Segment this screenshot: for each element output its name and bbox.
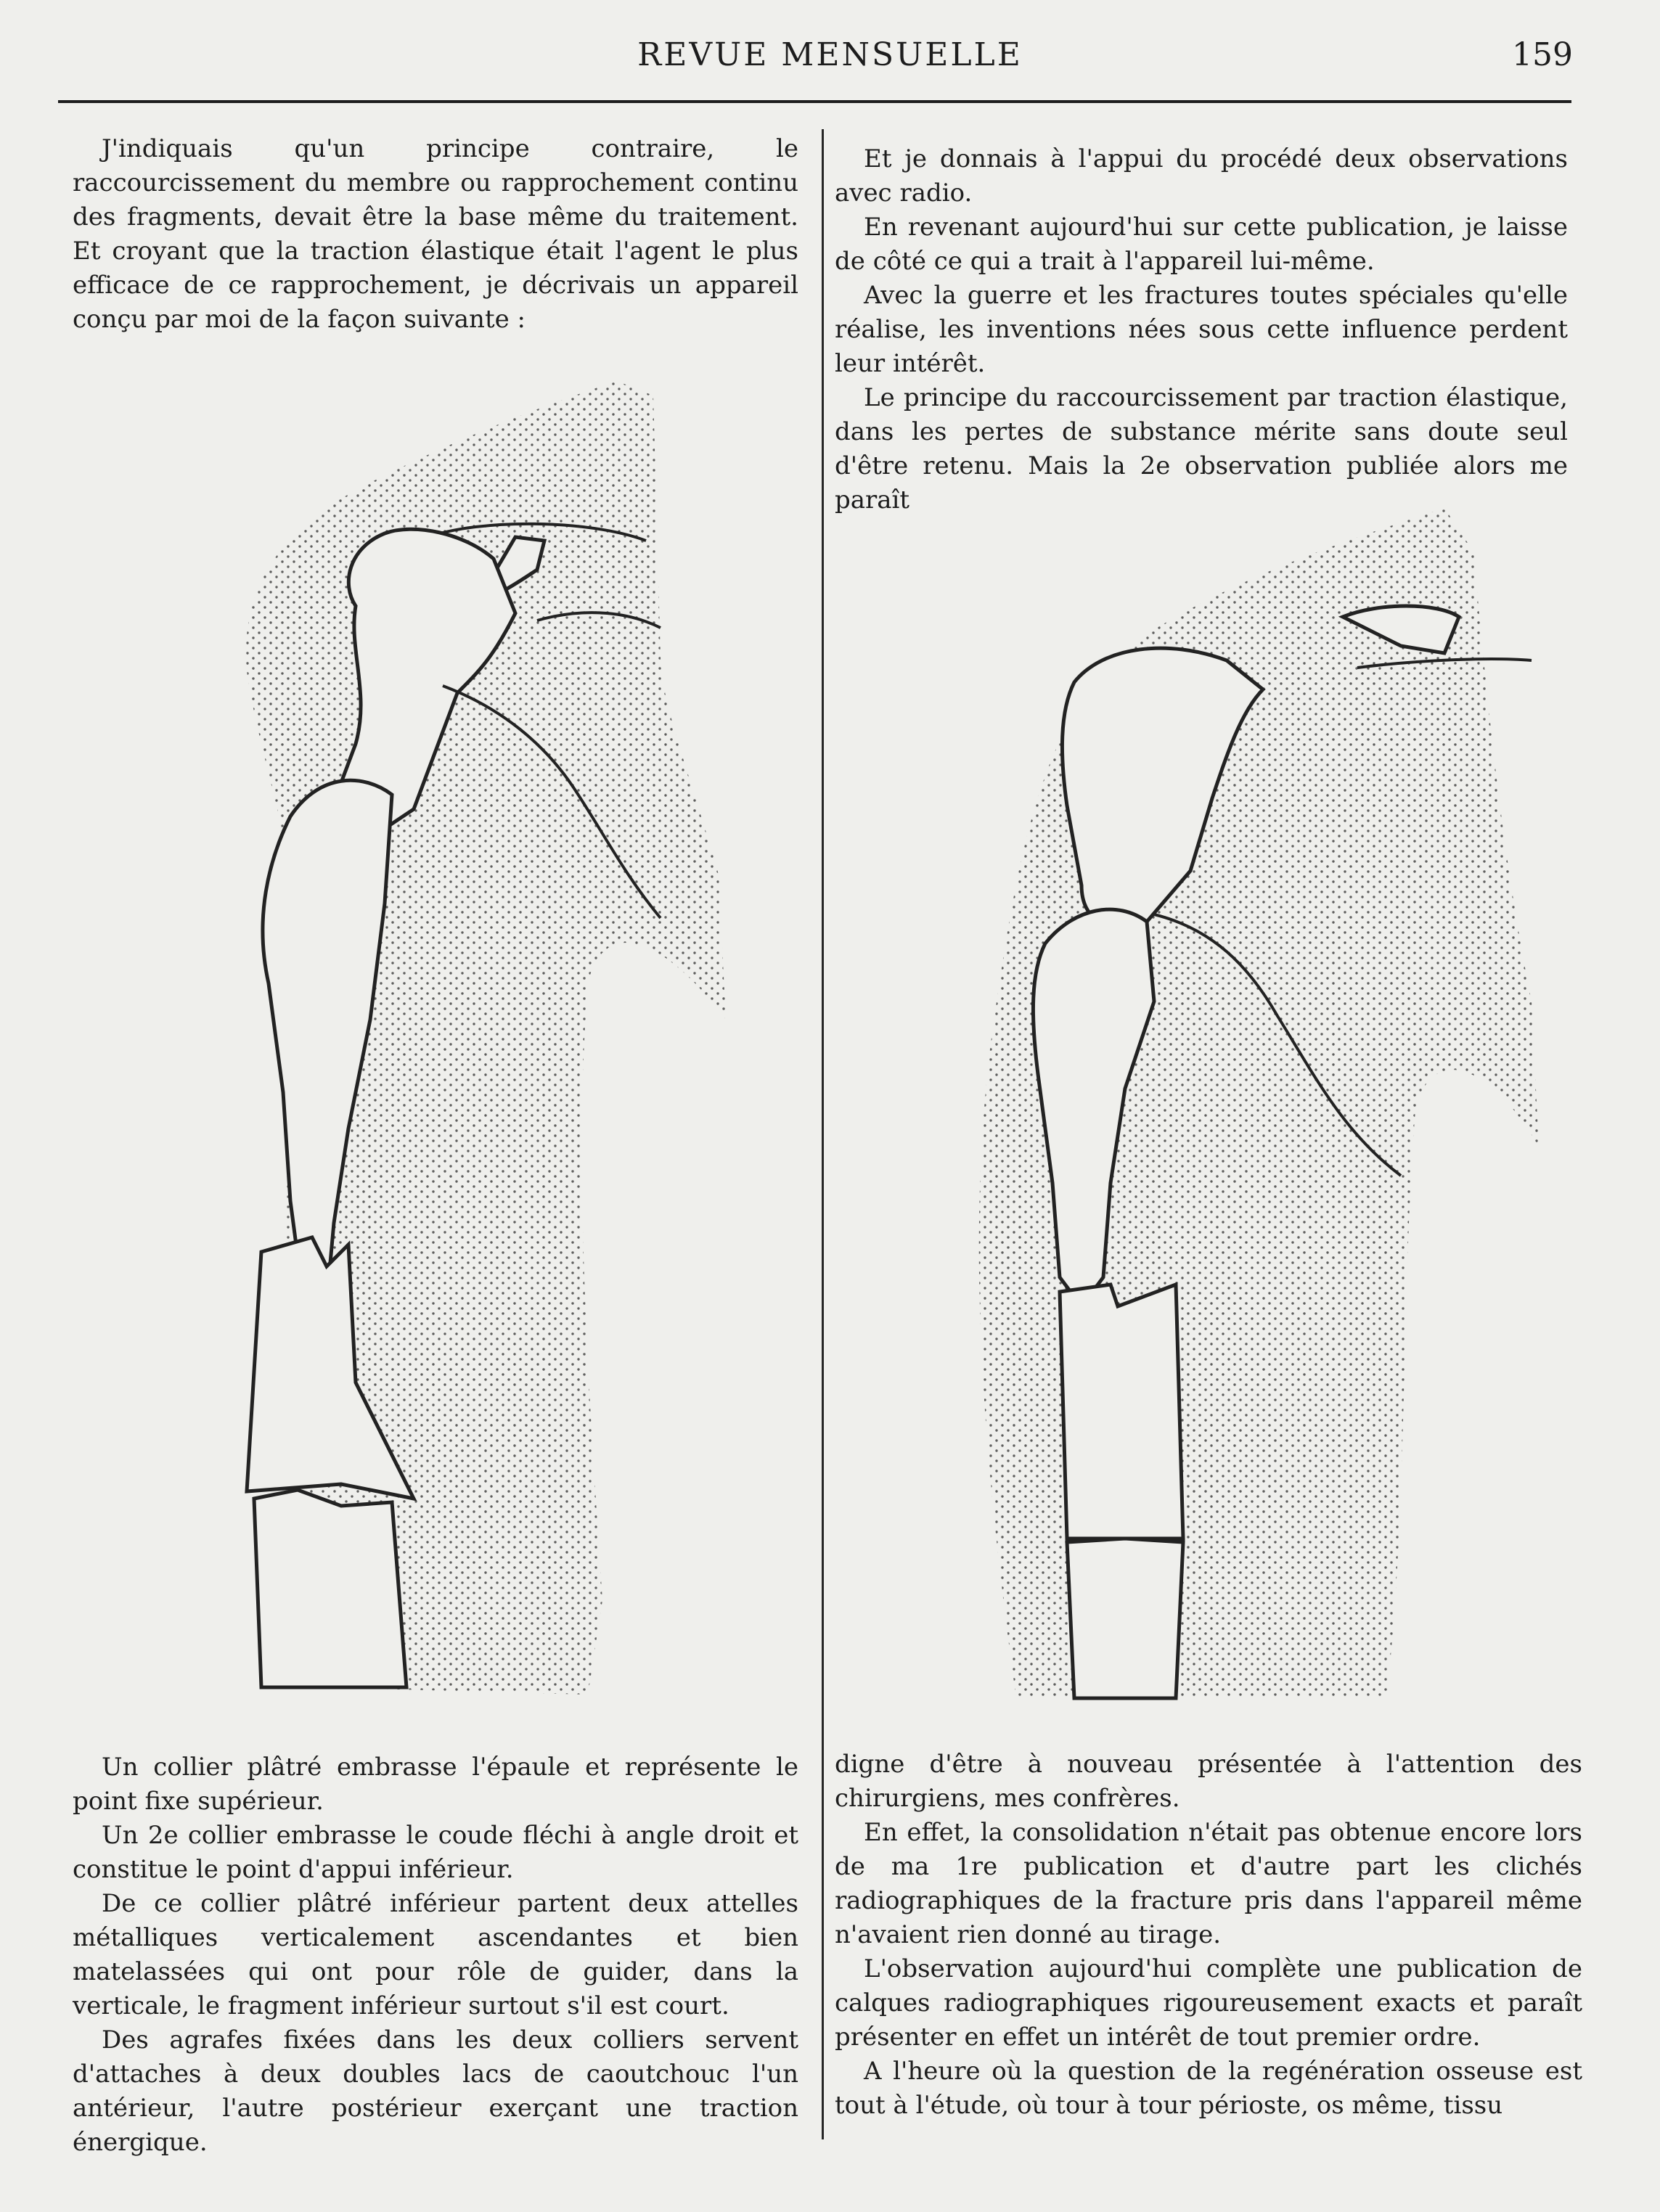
paragraph: De ce collier plâtré inférieur partent deux attelles métalliques verticalement ascendantes et bien matelassées qui ont pour rôle de guider, dans la verticale, le fragment inférieur surtout s'il est court. (73, 1889, 798, 2020)
page-number: 159 (1512, 36, 1573, 73)
radiograph-tracing-before (152, 366, 733, 1731)
paragraph: Un 2e collier embrasse le coude fléchi à angle droit et constitue le point d'appui inférieur. (73, 1821, 798, 1884)
shoulder-fracture-illustration-left (152, 366, 733, 1731)
left-column-top-text (73, 132, 798, 337)
paragraph: Des agrafes fixées dans les deux colliers servent d'attaches à deux doubles lacs de caoutchouc l'un antérieur, l'autre postérieur exerçant une traction énergique. (73, 2025, 798, 2157)
radiograph-tracing-after (936, 493, 1546, 1727)
right-column-bottom-text (835, 1748, 1582, 2123)
paragraph: Avec la guerre et les fractures toutes spéciales qu'elle réalise, les inventions nées sous cette influence perdent leur intérêt. (835, 281, 1568, 378)
right-column-top-text (835, 142, 1568, 517)
paragraph: Un collier plâtré embrasse l'épaule et représente le point fixe supérieur. (73, 1753, 798, 1816)
paragraph: Et je donnais à l'appui du procédé deux observations avec radio. (835, 144, 1568, 208)
header-rule (58, 100, 1571, 103)
paragraph: digne d'être à nouveau présentée à l'attention des chirurgiens, mes confrères. (835, 1750, 1582, 1813)
paragraph: En revenant aujourd'hui sur cette publication, je laisse de côté ce qui a trait à l'appareil lui-même. (835, 213, 1568, 276)
column-rule (822, 129, 824, 2139)
paragraph: J'indiquais qu'un principe contraire, le raccourcissement du membre ou rapprochement continu des fragments, devait être la base même du traitement. Et croyant que la traction élastique était l'agent le plus efficace de ce rapprochement, je décrivais un appareil conçu par moi de la façon suivante : (73, 134, 798, 334)
paragraph: L'observation aujourd'hui complète une publication de calques radiographiques rigoureusement exacts et paraît présenter en effet un intérêt de tout premier ordre. (835, 1954, 1582, 2052)
paragraph: Le principe du raccourcissement par traction élastique, dans les pertes de substance mérite sans doute seul d'être retenu. Mais la 2e observation publiée alors me paraît (835, 383, 1568, 515)
paragraph: En effet, la consolidation n'était pas obtenue encore lors de ma 1re publication et d'autre part les clichés radiographiques de la fracture pris dans l'appareil même n'avaient rien donné au tirage. (835, 1818, 1582, 1949)
journal-title: REVUE MENSUELLE (637, 36, 1023, 73)
paragraph: A l'heure où la question de la regénération osseuse est tout à l'étude, où tour à tour périoste, os même, tissu (835, 2057, 1582, 2120)
left-column-bottom-text (73, 1750, 798, 2160)
shoulder-fracture-illustration-right (936, 493, 1546, 1727)
